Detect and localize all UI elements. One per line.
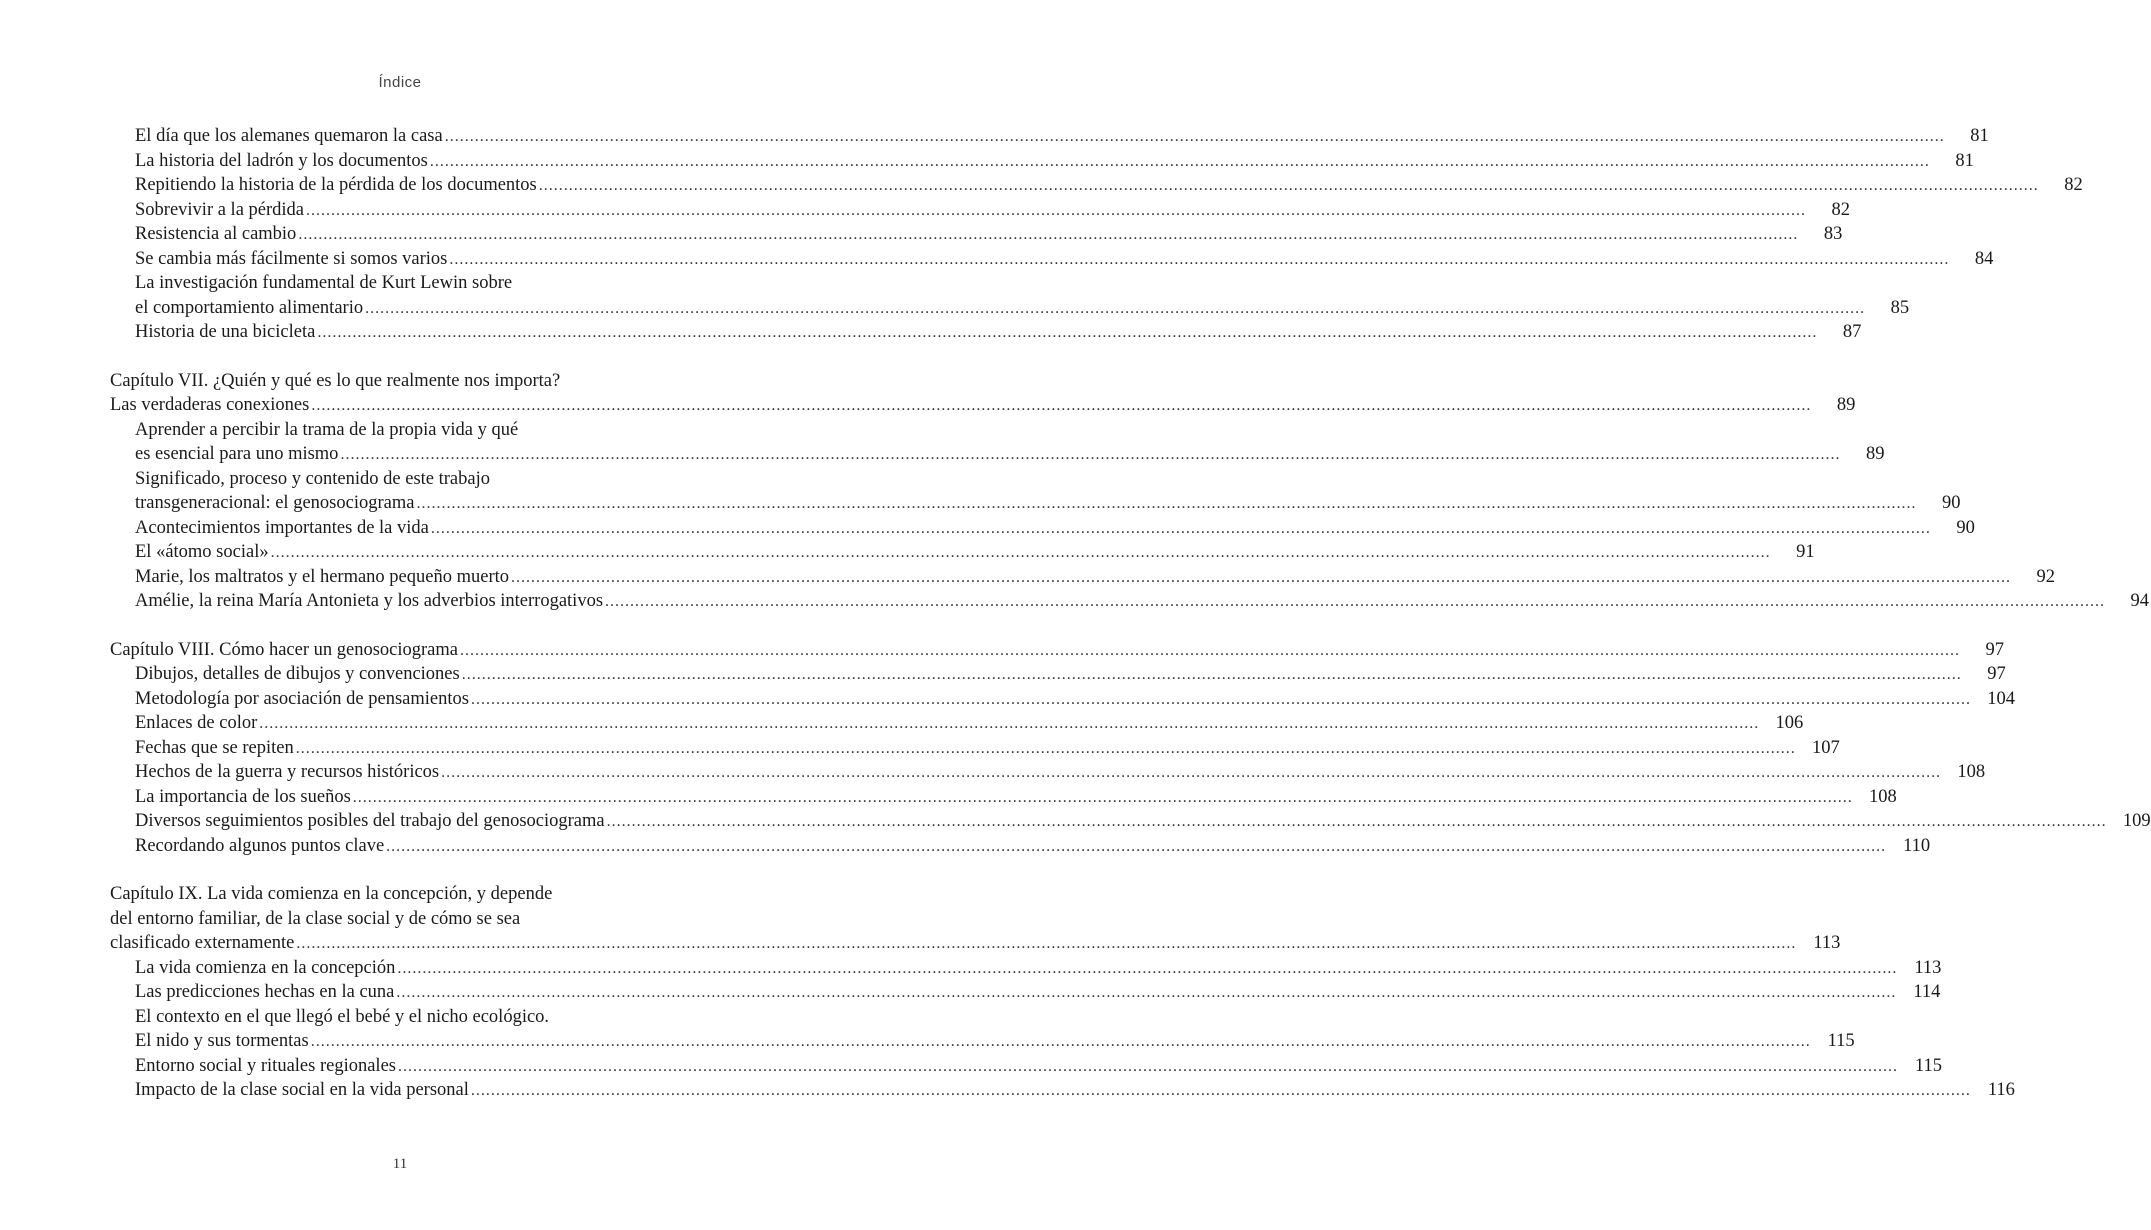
toc-entry[interactable] xyxy=(110,173,2083,198)
toc-entry-title: La historia del ladrón y los documentos xyxy=(135,150,428,171)
toc-page-number: 82 xyxy=(2064,175,2083,195)
toc-chapter-entry[interactable] xyxy=(110,638,2004,663)
toc-entry[interactable] xyxy=(110,687,2015,712)
dot-leader: ............................................................................................................................................................................................................................................................................................................ xyxy=(397,1057,1898,1075)
toc-page-number: 108 xyxy=(1957,762,1986,782)
dot-leader: ............................................................................................................................................................................................................................................................................................................ xyxy=(444,128,1945,145)
toc-page-number: 81 xyxy=(1955,150,1974,171)
toc-entry[interactable] xyxy=(110,760,1986,785)
toc-line xyxy=(110,565,2056,590)
dot-leader: ............................................................................................................................................................................................................................................................................................................ xyxy=(461,666,1962,683)
toc-entry-title: Historia de una bicicleta xyxy=(135,322,316,342)
dot-leader: ............................................................................................................................................................................................................................................................................................................ xyxy=(429,152,1930,170)
toc-page-number: 104 xyxy=(1987,688,2015,709)
toc-page-number: 108 xyxy=(1869,786,1897,807)
toc-line xyxy=(110,589,2150,614)
toc-line xyxy=(110,1078,2015,1103)
toc-page-number: 116 xyxy=(1987,1080,2015,1100)
toc-entry-title: El nido y sus tormentas xyxy=(135,1031,309,1051)
toc-entry[interactable] xyxy=(110,198,1851,223)
dot-leader: ............................................................................................................................................................................................................................................................................................................ xyxy=(298,226,1799,243)
toc-entry-title: La vida comienza en la concepción xyxy=(135,957,396,978)
dot-leader: ............................................................................................................................................................................................................................................................................................................ xyxy=(606,813,2107,830)
toc-page-number: 107 xyxy=(1811,737,1840,758)
toc-entry-title: Las verdaderas conexiones xyxy=(110,395,310,415)
dot-leader: ............................................................................................................................................................................................................................................................................................................ xyxy=(365,299,1866,317)
toc-line xyxy=(110,296,1910,321)
toc-page-number: 110 xyxy=(1903,835,1931,856)
toc-entry-title: La investigación fundamental de Kurt Lewin sobre xyxy=(135,273,513,293)
toc-line xyxy=(110,149,1974,174)
toc-entry[interactable] xyxy=(110,149,1974,174)
toc-entry[interactable] xyxy=(110,589,2150,614)
toc-line xyxy=(110,247,1994,272)
toc-page-number: 89 xyxy=(1865,444,1885,464)
toc-page-number: 82 xyxy=(1831,199,1851,220)
toc-line xyxy=(110,418,696,443)
toc-page-number: 83 xyxy=(1823,224,1843,244)
toc-line xyxy=(110,760,1986,785)
toc-line xyxy=(110,222,1843,247)
toc-entry-title: transgeneracional: el genosociograma xyxy=(135,493,415,513)
toc-entry-title: Enlaces de color xyxy=(135,713,258,733)
toc-page-number: 87 xyxy=(1842,322,1862,342)
toc-entry-title: Diversos seguimientos posibles del trabajo del genosociograma xyxy=(135,811,605,831)
dot-leader: ............................................................................................................................................................................................................................................................................................................ xyxy=(538,177,2039,194)
toc-entry-title: Hechos de la guerra y recursos históricos xyxy=(135,762,440,782)
toc-page-number: 91 xyxy=(1796,542,1815,562)
toc-entry-title: Impacto de la clase social en la vida personal xyxy=(135,1080,469,1100)
toc-entry-title: Dibujos, detalles de dibujos y convenciones xyxy=(135,664,460,684)
toc-line xyxy=(110,907,696,932)
toc-entry[interactable] xyxy=(110,467,1961,516)
page-number: 11 xyxy=(392,1156,408,1172)
dot-leader: ............................................................................................................................................................................................................................................................................................................ xyxy=(470,690,1971,708)
toc-entry-title: Resistencia al cambio xyxy=(135,224,297,244)
toc-entry[interactable] xyxy=(110,736,1840,761)
toc-page-number: 106 xyxy=(1775,713,1804,733)
dot-leader: ............................................................................................................................................................................................................................................................................................................ xyxy=(430,519,1931,537)
toc-line xyxy=(110,711,1804,736)
dot-leader: ............................................................................................................................................................................................................................................................................................................ xyxy=(295,739,1796,757)
toc-page-number: 94 xyxy=(2130,591,2150,611)
toc-entry-title: Metodología por asociación de pensamientos xyxy=(135,688,469,709)
toc-line xyxy=(110,638,2004,663)
toc-entry[interactable] xyxy=(110,956,1942,981)
toc-entry-title: el comportamiento alimentario xyxy=(135,297,364,318)
toc-entry[interactable] xyxy=(110,222,1843,247)
toc-entry-title: Repitiendo la historia de la pérdida de los documentos xyxy=(135,175,537,195)
toc-entry[interactable] xyxy=(110,418,1885,467)
toc-entry-title: Fechas que se repiten xyxy=(135,737,294,758)
toc-line xyxy=(110,467,696,492)
toc-page-number: 85 xyxy=(1890,297,1910,318)
dot-leader: ............................................................................................................................................................................................................................................................................................................ xyxy=(449,250,1950,268)
toc-line xyxy=(110,1054,1942,1079)
dot-leader: ............................................................................................................................................................................................................................................................................................................ xyxy=(511,568,2012,586)
toc-entry[interactable] xyxy=(110,1078,2015,1103)
toc-page-number: 97 xyxy=(1987,664,2006,684)
dot-leader: ............................................................................................................................................................................................................................................................................................................ xyxy=(396,984,1897,1001)
toc-line xyxy=(110,980,1941,1005)
toc-page-number: 84 xyxy=(1974,248,1994,269)
toc-entry[interactable] xyxy=(110,271,1910,320)
toc-entry-title: La importancia de los sueños xyxy=(135,786,351,807)
toc-line xyxy=(110,393,1856,418)
toc-line xyxy=(110,956,1942,981)
toc-entry-title: Amélie, la reina María Antonieta y los adverbios interrogativos xyxy=(135,591,604,611)
toc-page-number: 89 xyxy=(1836,395,1856,415)
toc-line xyxy=(110,931,1841,956)
toc-entry[interactable] xyxy=(110,980,1941,1005)
dot-leader: ............................................................................................................................................................................................................................................................................................................ xyxy=(441,764,1942,781)
toc-line xyxy=(110,516,1975,541)
toc-entry[interactable] xyxy=(110,1005,1855,1054)
toc-entry-title: Entorno social y rituales regionales xyxy=(135,1055,396,1076)
dot-leader: ............................................................................................................................................................................................................................................................................................................ xyxy=(259,715,1760,732)
toc-line xyxy=(110,785,1897,810)
toc-entry-title: Capítulo VII. ¿Quién y qué es lo que realmente nos importa? xyxy=(110,370,561,391)
toc-line xyxy=(110,687,2015,712)
toc-entry[interactable] xyxy=(110,785,1897,810)
toc-page-number: 109 xyxy=(2122,811,2151,831)
dot-leader: ............................................................................................................................................................................................................................................................................................................ xyxy=(352,788,1853,806)
toc-page-number: 115 xyxy=(1914,1055,1942,1076)
toc-entry[interactable] xyxy=(110,834,1931,859)
toc-page-number: 81 xyxy=(1970,126,1989,146)
toc-page-number: 115 xyxy=(1827,1031,1855,1051)
toc-line xyxy=(110,834,1931,859)
toc-page-number: 97 xyxy=(1985,639,2004,660)
toc-line xyxy=(110,124,1989,149)
toc-entry[interactable] xyxy=(110,1054,1942,1079)
toc-entry[interactable] xyxy=(110,124,1989,149)
toc-entry-title: Aprender a percibir la trama de la propia vida y qué xyxy=(135,419,519,440)
table-of-contents xyxy=(110,124,2151,1103)
toc-page-number: 90 xyxy=(1956,517,1975,538)
toc-entry-title: clasificado externamente xyxy=(110,933,295,953)
section-gap xyxy=(110,345,696,369)
toc-line xyxy=(110,491,1961,516)
dot-leader: ............................................................................................................................................................................................................................................................................................................ xyxy=(270,544,1771,561)
dot-leader: ............................................................................................................................................................................................................................................................................................................ xyxy=(470,1082,1971,1099)
toc-chapter-entry[interactable] xyxy=(110,369,1856,418)
toc-page-number: 113 xyxy=(1914,957,1942,978)
toc-entry-title: Sobrevivir a la pérdida xyxy=(135,199,305,220)
dot-leader: ............................................................................................................................................................................................................................................................................................................ xyxy=(397,959,1898,977)
dot-leader: ............................................................................................................................................................................................................................................................................................................ xyxy=(296,935,1797,952)
toc-line xyxy=(110,173,2083,198)
dot-leader: ............................................................................................................................................................................................................................................................................................................ xyxy=(311,397,1812,414)
toc-chapter-entry[interactable] xyxy=(110,882,1841,956)
toc-entry-title: Se cambia más fácilmente si somos varios xyxy=(135,248,448,269)
toc-line xyxy=(110,320,1862,345)
toc-entry-title: es esencial para uno mismo xyxy=(135,444,339,464)
toc-page-number: 90 xyxy=(1941,493,1961,513)
toc-line xyxy=(110,736,1840,761)
toc-entry-title: Capítulo IX. La vida comienza en la concepción, y depende xyxy=(110,884,553,904)
dot-leader: ............................................................................................................................................................................................................................................................................................................ xyxy=(605,593,2106,610)
dot-leader: ............................................................................................................................................................................................................................................................................................................ xyxy=(416,495,1917,512)
toc-page-number: 113 xyxy=(1813,933,1841,953)
dot-leader: ............................................................................................................................................................................................................................................................................................................ xyxy=(317,324,1818,341)
toc-entry[interactable] xyxy=(110,711,1804,736)
toc-entry[interactable] xyxy=(110,516,1975,541)
toc-entry-title: El «átomo social» xyxy=(135,542,269,562)
toc-line xyxy=(110,442,1885,467)
section-gap xyxy=(110,858,696,882)
toc-entry-title: del entorno familiar, de la clase social y de cómo se sea xyxy=(110,908,521,929)
toc-entry-title: Capítulo VIII. Cómo hacer un genosociograma xyxy=(110,639,458,660)
toc-line xyxy=(110,540,1815,565)
toc-entry-title: Marie, los maltratos y el hermano pequeño muerto xyxy=(135,566,510,587)
dot-leader: ............................................................................................................................................................................................................................................................................................................ xyxy=(310,1033,1811,1050)
dot-leader: ............................................................................................................................................................................................................................................................................................................ xyxy=(386,837,1887,855)
toc-page-number: 114 xyxy=(1913,982,1941,1002)
toc-page-number: 92 xyxy=(2036,566,2056,587)
dot-leader: ............................................................................................................................................................................................................................................................................................................ xyxy=(460,641,1960,659)
toc-entry[interactable] xyxy=(110,247,1994,272)
section-gap xyxy=(110,614,696,638)
dot-leader: ............................................................................................................................................................................................................................................................................................................ xyxy=(306,201,1807,219)
dot-leader: ............................................................................................................................................................................................................................................................................................................ xyxy=(340,446,1841,463)
toc-entry-title: El contexto en el que llegó el bebé y el nicho ecológico. xyxy=(135,1006,550,1027)
toc-line xyxy=(110,271,696,296)
toc-entry[interactable] xyxy=(110,662,2006,687)
toc-entry[interactable] xyxy=(110,540,1815,565)
toc-line xyxy=(110,662,2006,687)
toc-line xyxy=(110,198,1851,223)
toc-line xyxy=(110,1029,1855,1054)
toc-line xyxy=(110,809,2151,834)
toc-entry-title: Acontecimientos importantes de la vida xyxy=(135,517,429,538)
toc-line xyxy=(110,1005,696,1030)
toc-entry[interactable] xyxy=(110,565,2056,590)
toc-line xyxy=(110,882,696,907)
toc-entry[interactable] xyxy=(110,320,1862,345)
toc-entry-title: Recordando algunos puntos clave xyxy=(135,835,385,856)
toc-entry-title: Las predicciones hechas en la cuna xyxy=(135,982,395,1002)
toc-entry[interactable] xyxy=(110,809,2151,834)
toc-entry-title: El día que los alemanes quemaron la casa xyxy=(135,126,443,146)
running-head: Índice xyxy=(378,74,422,91)
toc-line xyxy=(110,369,696,394)
toc-entry-title: Significado, proceso y contenido de este trabajo xyxy=(135,468,490,489)
